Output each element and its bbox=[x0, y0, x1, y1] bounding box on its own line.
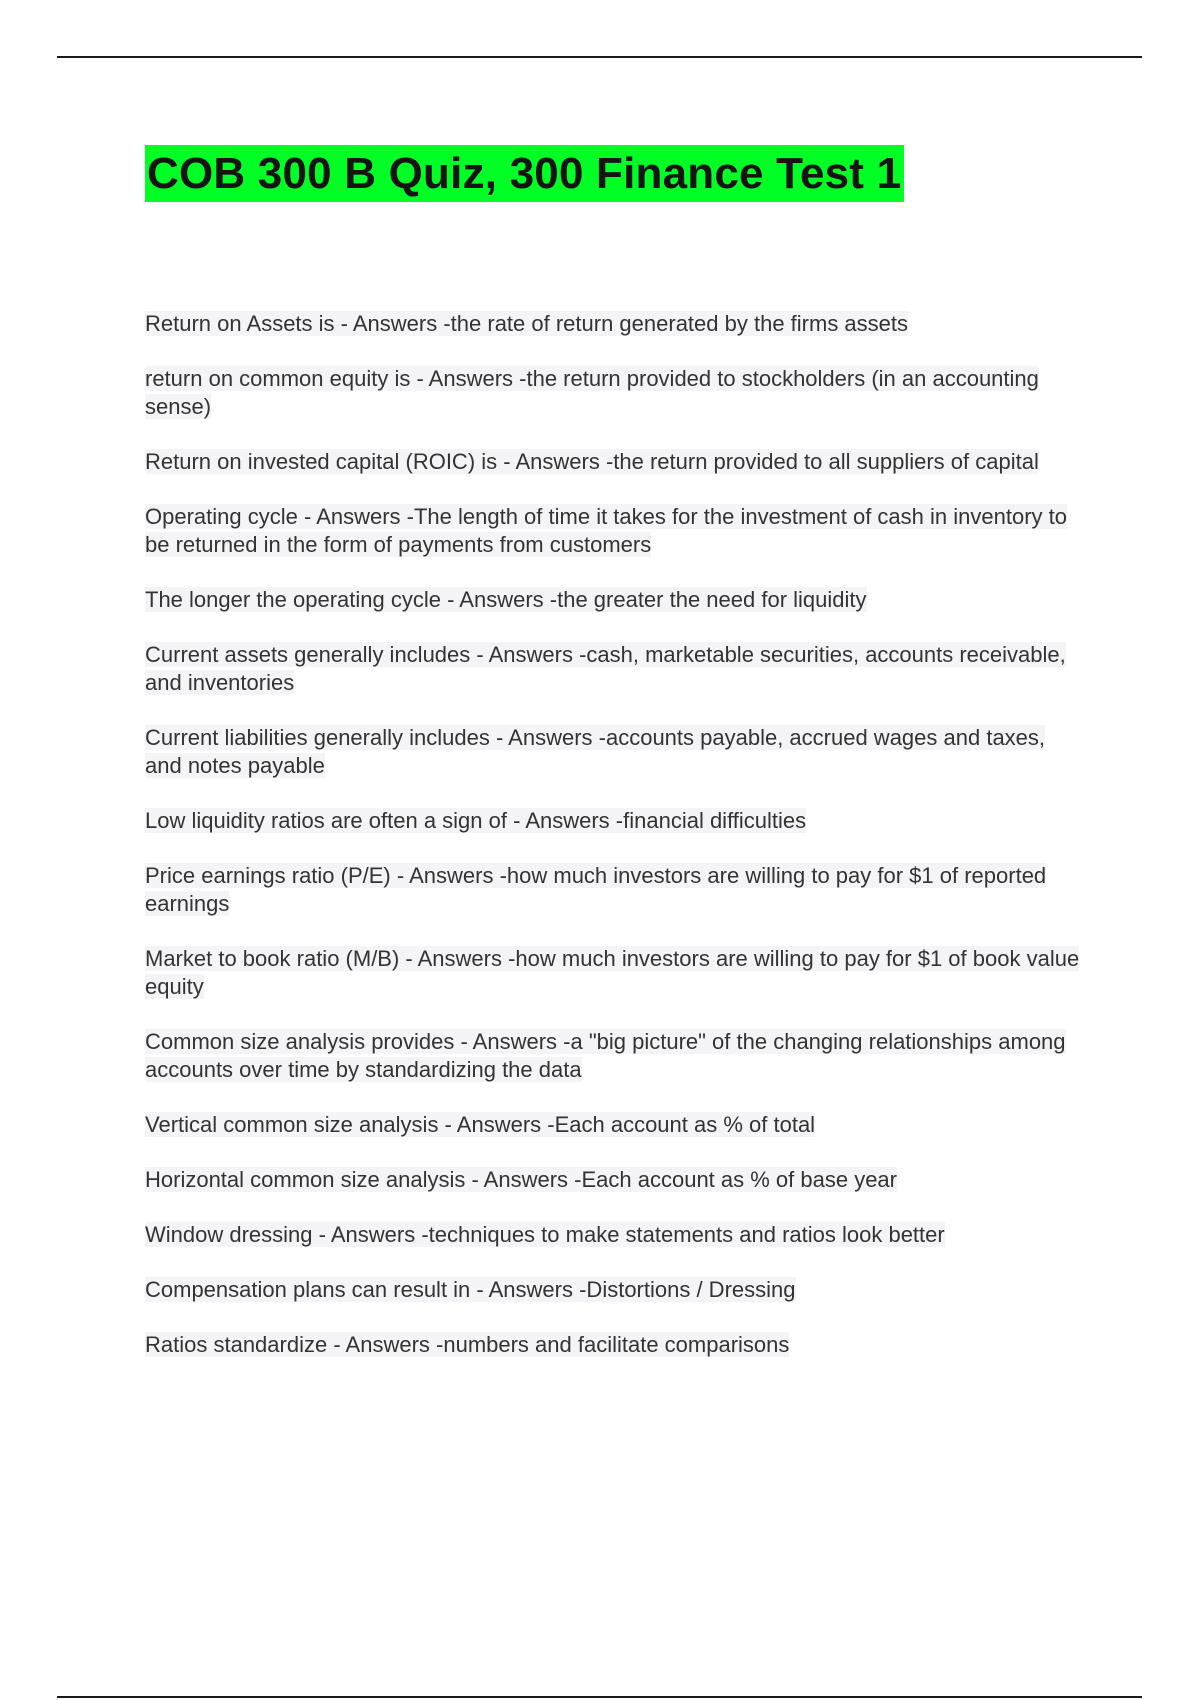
qa-item-text: Horizontal common size analysis - Answers -Each account as % of base year bbox=[145, 1167, 897, 1192]
qa-item bbox=[145, 448, 1085, 476]
bottom-divider bbox=[57, 1696, 1142, 1698]
qa-item bbox=[145, 1221, 1085, 1249]
qa-item bbox=[145, 862, 1085, 918]
qa-list bbox=[145, 310, 1085, 1386]
qa-item bbox=[145, 1111, 1085, 1139]
qa-item bbox=[145, 724, 1085, 780]
qa-item-text: Compensation plans can result in - Answers -Distortions / Dressing bbox=[145, 1277, 796, 1302]
qa-item bbox=[145, 586, 1085, 614]
qa-item-text: Market to book ratio (M/B) - Answers -how much investors are willing to pay for $1 of book value equity bbox=[145, 946, 1080, 999]
qa-item-text: Return on Assets is - Answers -the rate of return generated by the firms assets bbox=[145, 311, 909, 336]
qa-item bbox=[145, 1166, 1085, 1194]
qa-item-text: Ratios standardize - Answers -numbers and facilitate comparisons bbox=[145, 1332, 790, 1357]
qa-item bbox=[145, 807, 1085, 835]
qa-item-text: Low liquidity ratios are often a sign of - Answers -financial difficulties bbox=[145, 808, 807, 833]
qa-item bbox=[145, 1028, 1085, 1084]
top-divider bbox=[57, 56, 1142, 58]
qa-item bbox=[145, 1331, 1085, 1359]
qa-item-text: The longer the operating cycle - Answers -the greater the need for liquidity bbox=[145, 587, 867, 612]
qa-item-text: Window dressing - Answers -techniques to make statements and ratios look better bbox=[145, 1222, 945, 1247]
qa-item bbox=[145, 310, 1085, 338]
qa-item-text: Current assets generally includes - Answers -cash, marketable securities, accounts receivable, and inventories bbox=[145, 642, 1066, 695]
qa-item bbox=[145, 945, 1085, 1001]
title-block bbox=[145, 145, 904, 202]
qa-item-text: Common size analysis provides - Answers -a "big picture" of the changing relationships among accounts over time by standardizing the data bbox=[145, 1029, 1066, 1082]
qa-item-text: Price earnings ratio (P/E) - Answers -how much investors are willing to pay for $1 of reported earnings bbox=[145, 863, 1047, 916]
qa-item bbox=[145, 365, 1085, 421]
qa-item bbox=[145, 1276, 1085, 1304]
document-title: COB 300 B Quiz, 300 Finance Test 1 bbox=[145, 145, 904, 202]
qa-item-text: Return on invested capital (ROIC) is - Answers -the return provided to all suppliers of capital bbox=[145, 449, 1039, 474]
qa-item-text: Vertical common size analysis - Answers -Each account as % of total bbox=[145, 1112, 816, 1137]
qa-item bbox=[145, 503, 1085, 559]
qa-item bbox=[145, 641, 1085, 697]
qa-item-text: Operating cycle - Answers -The length of time it takes for the investment of cash in inventory to be returned in the form of payments from customers bbox=[145, 504, 1067, 557]
qa-item-text: Current liabilities generally includes - Answers -accounts payable, accrued wages and taxes, and notes payable bbox=[145, 725, 1046, 778]
qa-item-text: return on common equity is - Answers -the return provided to stockholders (in an accounting sense) bbox=[145, 366, 1039, 419]
